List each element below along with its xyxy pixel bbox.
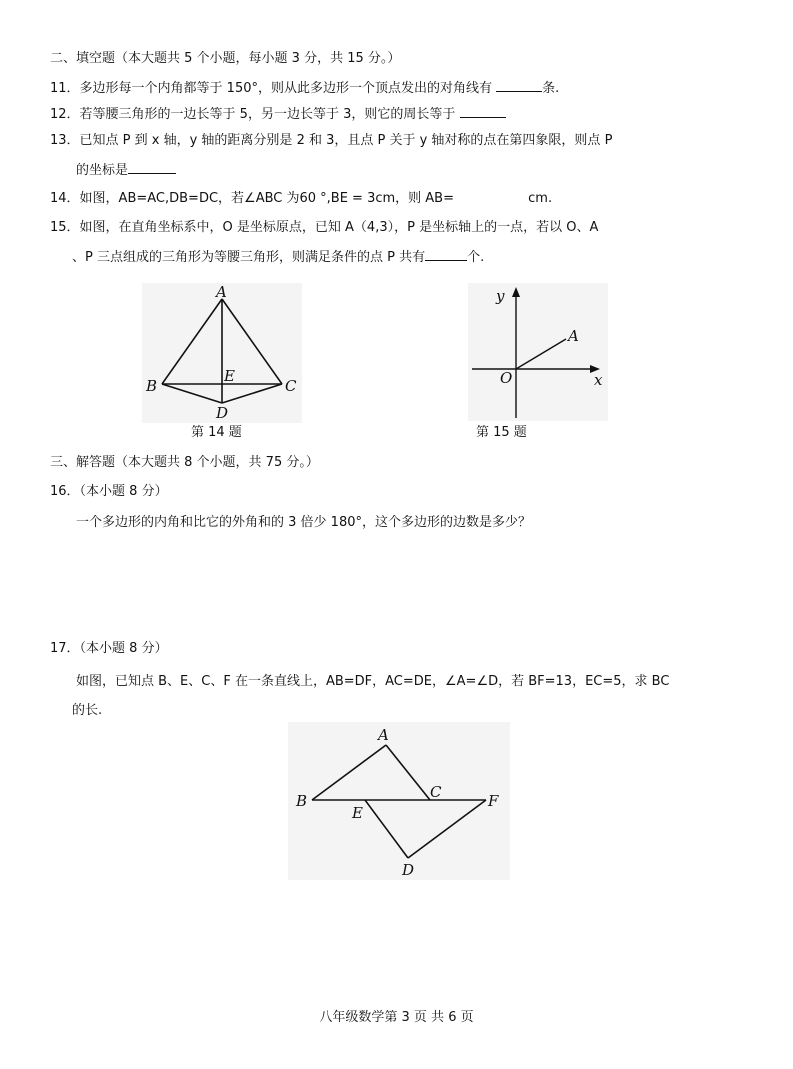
point-label-a: A: [568, 327, 579, 345]
page-footer: 八年级数学第 3 页 共 6 页: [319, 1010, 474, 1025]
question-14: [50, 190, 552, 208]
question-text: 多边形每一个内角都等于 150°，则从此多边形一个顶点发出的对角线有: [79, 81, 492, 96]
point-label-d: D: [216, 404, 229, 422]
axis-label-y: y: [496, 287, 505, 305]
question-score: （本小题 8 分）: [79, 641, 168, 656]
question-text: 已知点 P 到 x 轴，y 轴的距离分别是 2 和 3，且点 P 关于 y 轴对称的点在第四象限，则点 P: [79, 133, 613, 148]
question-number: 13．: [50, 133, 80, 148]
point-label-b: B: [296, 792, 308, 810]
question-number: 15．: [50, 220, 80, 235]
figure-background: [468, 283, 608, 421]
answer-blank[interactable]: [460, 103, 506, 118]
question-text: 、P 三点组成的三角形为等腰三角形，则满足条件的点 P 共有: [72, 250, 426, 265]
point-label-a: A: [378, 726, 389, 744]
answer-blank[interactable]: [128, 159, 176, 174]
question-suffix: cm.: [528, 191, 553, 206]
axis-label-x: x: [594, 371, 603, 389]
question-number: 14．: [50, 191, 80, 206]
point-label-e: E: [224, 367, 235, 385]
question-17-title: [50, 640, 168, 658]
question-16-title: [50, 483, 168, 501]
figure-15: [468, 283, 608, 421]
figure-14-caption: 第 14 题: [191, 425, 242, 440]
question-15-line2: [72, 246, 484, 267]
figure-17: [288, 722, 510, 880]
figure-14: [142, 283, 302, 423]
question-text: 若等腰三角形的一边长等于 5，另一边长等于 3，则它的周长等于: [79, 107, 456, 122]
answer-blank[interactable]: [425, 246, 467, 261]
question-suffix: 个.: [467, 250, 485, 265]
question-15: [50, 219, 598, 237]
question-11: [50, 77, 559, 98]
point-label-c: C: [430, 783, 442, 801]
question-13: [50, 132, 612, 150]
origin-label: O: [500, 369, 513, 387]
question-16-text: 一个多边形的内角和比它的外角和的 3 倍少 180°，这个多边形的边数是多少？: [76, 515, 531, 530]
point-label-b: B: [146, 377, 158, 395]
point-label-c: C: [285, 377, 297, 395]
question-13-line2: [76, 159, 176, 180]
question-number: 17．: [50, 641, 80, 656]
question-number: 11．: [50, 81, 80, 96]
point-label-f: F: [488, 792, 499, 810]
question-17-text-line2: 的长.: [72, 703, 103, 718]
question-number: 16．: [50, 484, 80, 499]
question-suffix: 条.: [542, 81, 560, 96]
question-score: （本小题 8 分）: [79, 484, 168, 499]
section3-heading: 三、解答题（本大题共 8 个小题，共 75 分。）: [50, 455, 319, 470]
section2-heading: 二、填空题（本大题共 5 个小题，每小题 3 分，共 15 分。）: [50, 51, 401, 66]
figure-background: [288, 722, 510, 880]
figure-15-caption: 第 15 题: [476, 425, 527, 440]
answer-blank[interactable]: [496, 77, 542, 92]
question-12: [50, 103, 506, 124]
question-text: 如图，AB=AC,DB=DC，若∠ABC 为60 °,BE = 3cm，则 AB=: [79, 191, 454, 206]
point-label-d: D: [402, 861, 415, 879]
question-text: 如图，在直角坐标系中，O 是坐标原点，已知 A（4,3），P 是坐标轴上的一点，若以 O、A: [79, 220, 599, 235]
point-label-a: A: [216, 283, 227, 301]
point-label-e: E: [352, 804, 363, 822]
question-number: 12．: [50, 107, 80, 122]
question-17-text: 如图，已知点 B、E、C、F 在一条直线上，AB=DF，AC=DE，∠A=∠D，若 BF=13，EC=5，求 BC: [76, 674, 670, 689]
question-text: 的坐标是: [76, 163, 129, 178]
